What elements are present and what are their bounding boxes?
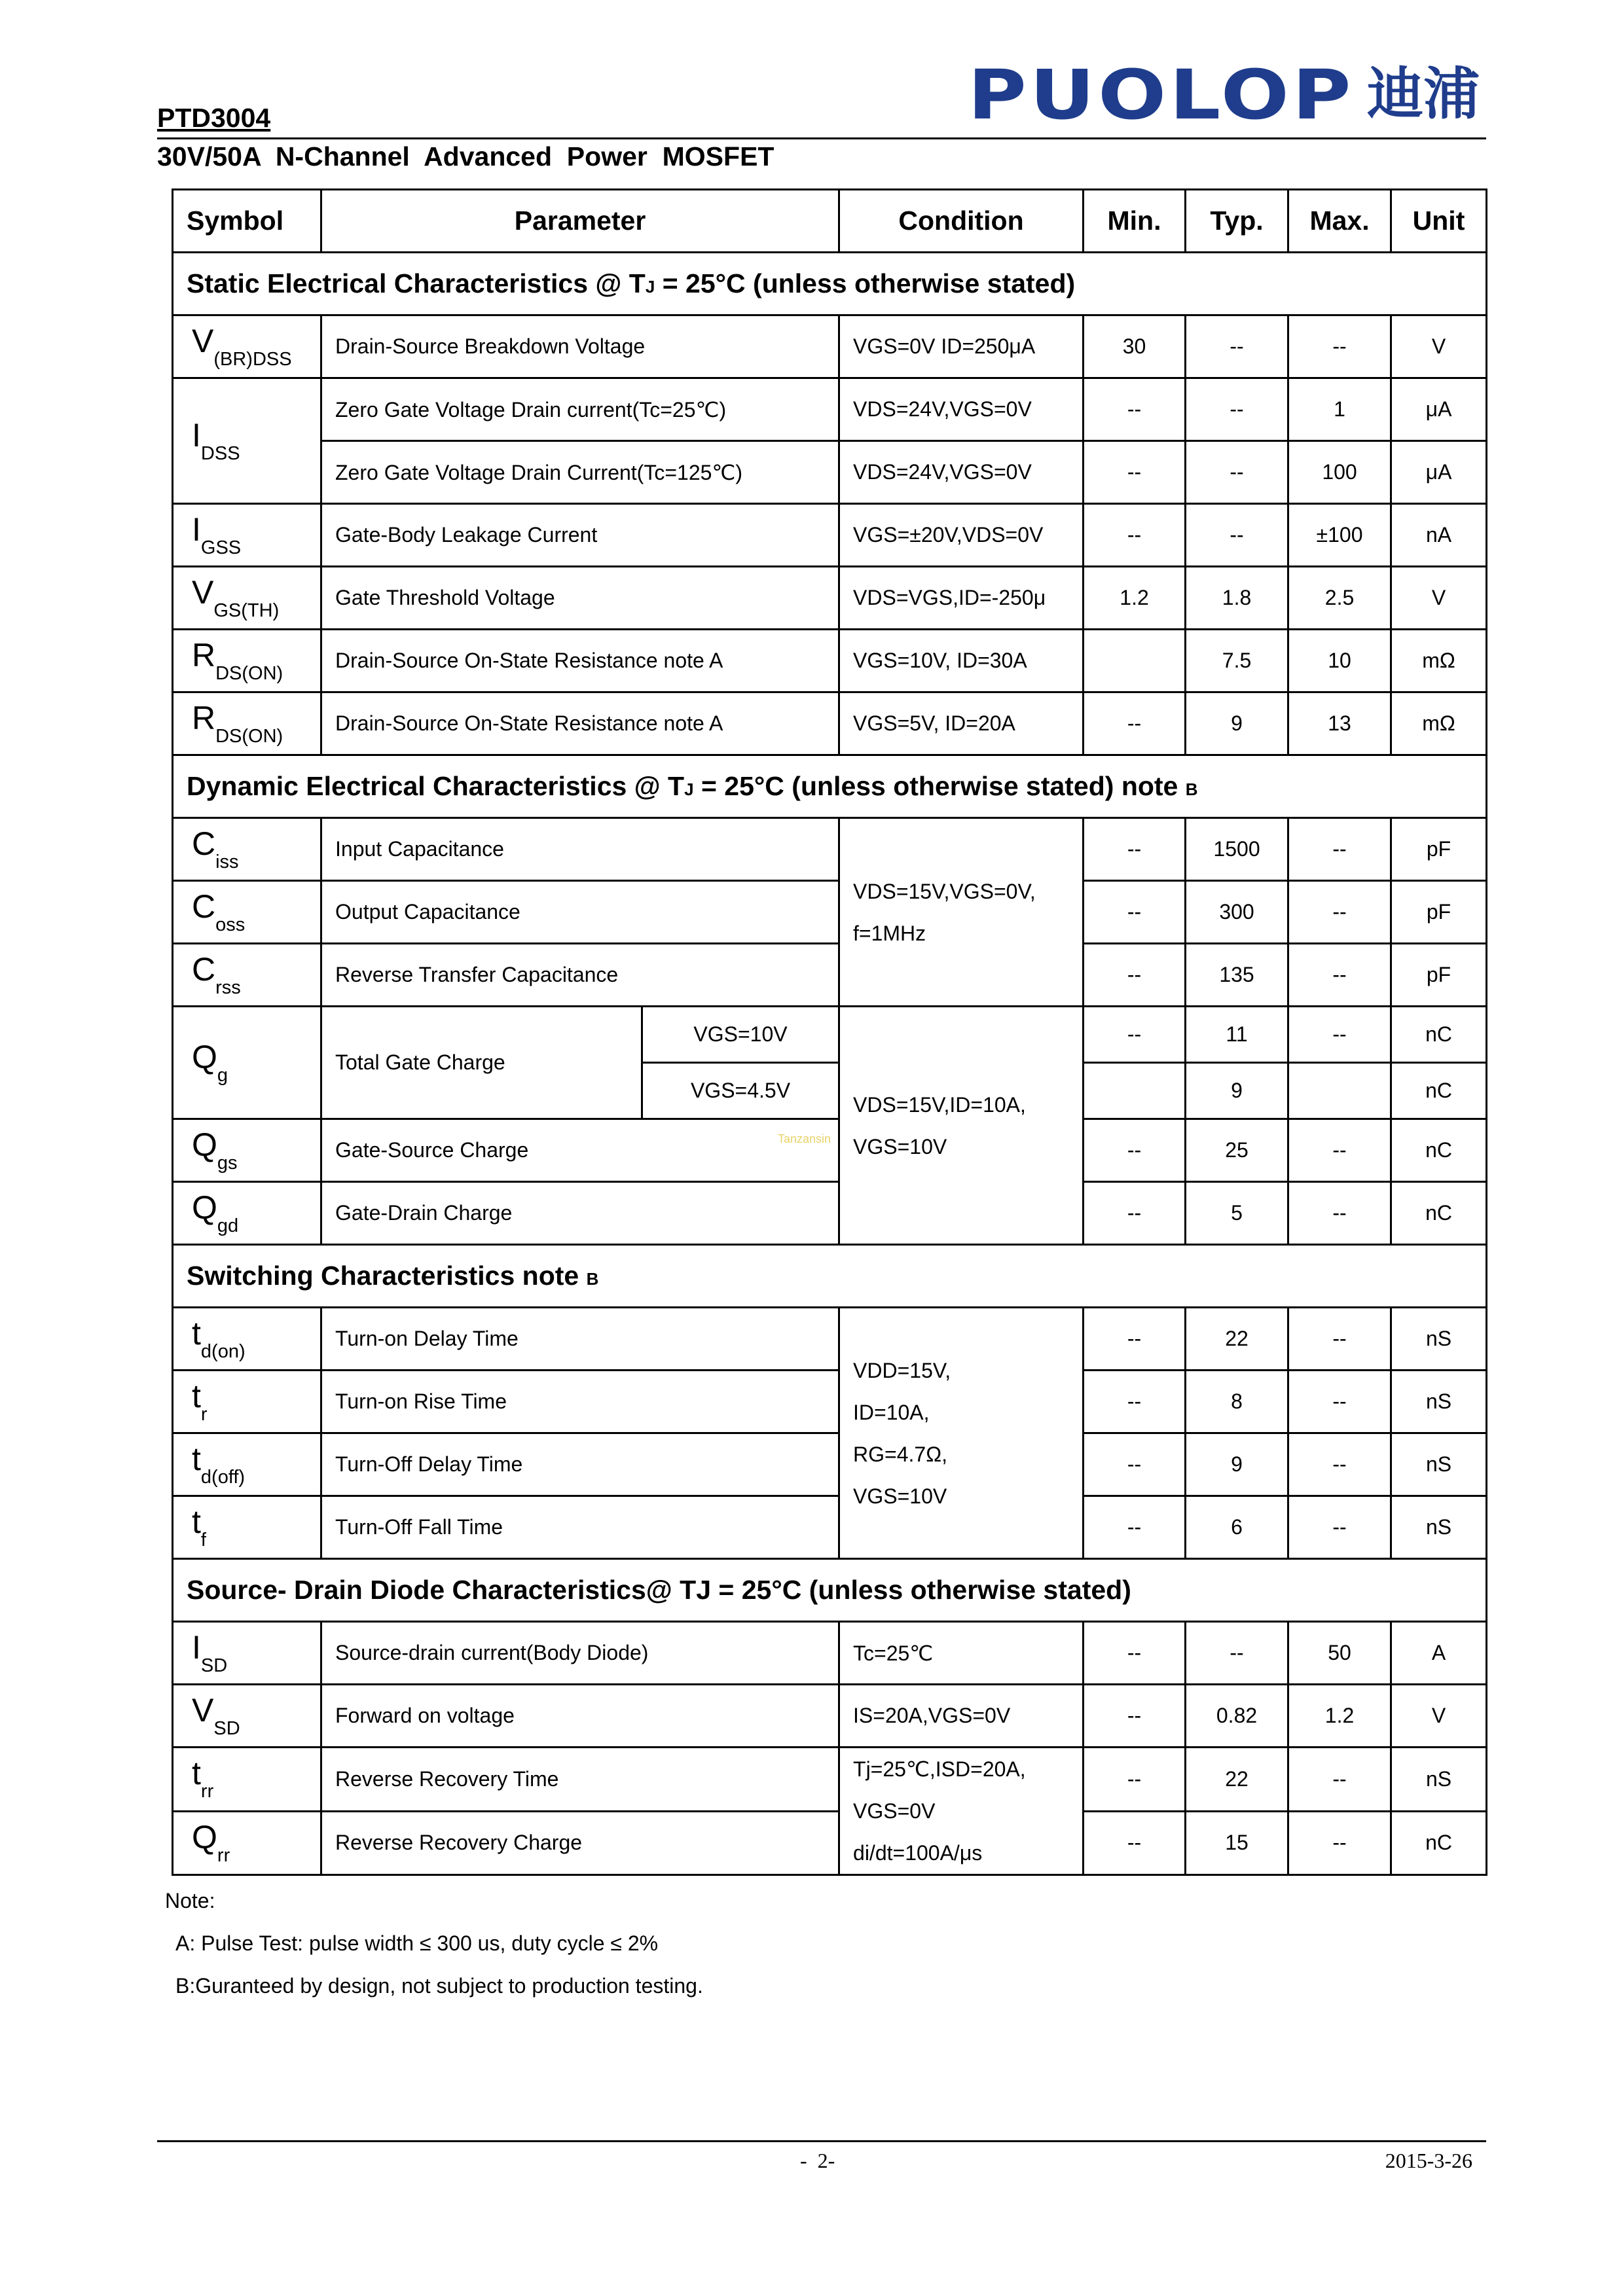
- symbol-cell: $V_{GS(TH)}$: [173, 567, 321, 630]
- max-cell: --: [1288, 1007, 1391, 1063]
- max-cell: 2.5: [1288, 567, 1391, 630]
- vgs-subcondition-cell: VGS=10V: [642, 1007, 839, 1063]
- typ-cell: 1500: [1186, 818, 1288, 881]
- symbol-cell: $t_{d(off)}$: [173, 1433, 321, 1496]
- unit-cell: nC: [1391, 1007, 1487, 1063]
- unit-cell: nS: [1391, 1748, 1487, 1812]
- unit-cell: pF: [1391, 881, 1487, 944]
- max-cell: 100: [1288, 441, 1391, 504]
- parameter-cell: Drain-Source On-State Resistance note A: [321, 692, 839, 755]
- brand-logo-cjk: 迪浦: [1367, 62, 1480, 127]
- min-cell: --: [1084, 1371, 1186, 1433]
- table-row-vsd: [173, 1685, 1487, 1748]
- parameter-cell: Zero Gate Voltage Drain Current(Tc=125℃): [321, 441, 839, 504]
- max-cell: --: [1288, 944, 1391, 1007]
- max-cell: 50: [1288, 1622, 1391, 1685]
- min-cell: [1084, 1063, 1186, 1119]
- symbol-cell: $t_{d(on)}$: [173, 1308, 321, 1371]
- part-number: PTD3004: [157, 103, 271, 133]
- parameter-cell: Drain-Source Breakdown Voltage: [321, 315, 839, 378]
- section-title-static: Static Electrical Characteristics @ TJ = 25°C (unless otherwise stated): [173, 253, 1487, 315]
- max-cell: [1288, 1063, 1391, 1119]
- table-row-igss: [173, 504, 1487, 567]
- table-row-crss: [173, 944, 1487, 1007]
- typ-cell: 8: [1186, 1371, 1288, 1433]
- typ-cell: 300: [1186, 881, 1288, 944]
- typ-cell: 11: [1186, 1007, 1288, 1063]
- min-cell: 30: [1084, 315, 1186, 378]
- typ-cell: 22: [1186, 1748, 1288, 1812]
- condition-cell: VDS=VGS,ID=-250μ: [839, 567, 1084, 630]
- unit-cell: nS: [1391, 1371, 1487, 1433]
- condition-cell: Tc=25℃: [839, 1622, 1084, 1685]
- min-cell: --: [1084, 1007, 1186, 1063]
- min-cell: --: [1084, 1496, 1186, 1559]
- parameter-cell: Total Gate Charge: [321, 1007, 642, 1119]
- parameter-cell: Turn-Off Fall Time: [321, 1496, 839, 1559]
- col-header-condition: Condition: [839, 190, 1084, 253]
- unit-cell: nS: [1391, 1433, 1487, 1496]
- condition-cell: VGS=0V ID=250μA: [839, 315, 1084, 378]
- note-b: B:Guranteed by design, not subject to production testing.: [175, 1974, 703, 1998]
- parameter-cell: Zero Gate Voltage Drain current(Tc=25℃): [321, 378, 839, 441]
- condition-cell: VGS=±20V,VDS=0V: [839, 504, 1084, 567]
- table-row-coss: [173, 881, 1487, 944]
- table-row-rdson-10v: [173, 630, 1487, 692]
- symbol-cell: $Q_g$: [173, 1007, 321, 1119]
- min-cell: --: [1084, 378, 1186, 441]
- max-cell: --: [1288, 881, 1391, 944]
- parameter-cell: Reverse Transfer Capacitance: [321, 944, 839, 1007]
- brand-logo-wordmark: PUOLOP: [968, 55, 1355, 135]
- table-row-trr: [173, 1748, 1487, 1812]
- min-cell: --: [1084, 692, 1186, 755]
- parameter-cell: Drain-Source On-State Resistance note A: [321, 630, 839, 692]
- note-a: A: Pulse Test: pulse width ≤ 300 us, duty cycle ≤ 2%: [175, 1931, 659, 1955]
- col-header-max: Max.: [1288, 190, 1391, 253]
- parameter-cell: Input Capacitance: [321, 818, 839, 881]
- max-cell: 13: [1288, 692, 1391, 755]
- typ-cell: 15: [1186, 1811, 1288, 1875]
- min-cell: --: [1084, 1433, 1186, 1496]
- unit-cell: V: [1391, 567, 1487, 630]
- parameter-cell: Turn-on Delay Time: [321, 1308, 839, 1371]
- symbol-cell: $V_{(BR)DSS}$: [173, 315, 321, 378]
- max-cell: --: [1288, 1119, 1391, 1182]
- symbol-cell: $V_{SD}$: [173, 1685, 321, 1748]
- vgs-subcondition-cell: VGS=4.5V: [642, 1063, 839, 1119]
- table-row-qgd: [173, 1182, 1487, 1245]
- condition-cell: VGS=10V, ID=30A: [839, 630, 1084, 692]
- symbol-cell: $t_{rr}$: [173, 1748, 321, 1812]
- parameter-cell: Gate-Source Charge: [321, 1119, 839, 1182]
- symbol-cell: $R_{DS(ON)}$: [173, 692, 321, 755]
- parameter-cell: Reverse Recovery Charge: [321, 1811, 839, 1875]
- unit-cell: μA: [1391, 441, 1487, 504]
- max-cell: 1.2: [1288, 1685, 1391, 1748]
- condition-cell-gate-charge: VDS=15V,ID=10A, VGS=10V: [839, 1007, 1084, 1245]
- table-row-rdson-5v: [173, 692, 1487, 755]
- min-cell: --: [1084, 944, 1186, 1007]
- section-title-diode: Source- Drain Diode Characteristics@ TJ = 25°C (unless otherwise stated): [173, 1559, 1487, 1622]
- symbol-cell: $Q_{rr}$: [173, 1811, 321, 1875]
- symbol-cell: $I_{SD}$: [173, 1622, 321, 1685]
- table-row-vgsth: [173, 567, 1487, 630]
- table-row-idss-25c: [173, 378, 1487, 441]
- max-cell: 10: [1288, 630, 1391, 692]
- unit-cell: mΩ: [1391, 692, 1487, 755]
- col-header-symbol: Symbol: [173, 190, 321, 253]
- min-cell: --: [1084, 1308, 1186, 1371]
- parameter-cell: Forward on voltage: [321, 1685, 839, 1748]
- min-cell: --: [1084, 504, 1186, 567]
- col-header-min: Min.: [1084, 190, 1186, 253]
- min-cell: --: [1084, 1182, 1186, 1245]
- typ-cell: 25: [1186, 1119, 1288, 1182]
- table-row-tdon: [173, 1308, 1487, 1371]
- section-row-dynamic: [173, 755, 1487, 818]
- min-cell: [1084, 630, 1186, 692]
- max-cell: --: [1288, 818, 1391, 881]
- symbol-cell: $R_{DS(ON)}$: [173, 630, 321, 692]
- typ-cell: 0.82: [1186, 1685, 1288, 1748]
- min-cell: --: [1084, 1748, 1186, 1812]
- min-cell: --: [1084, 1811, 1186, 1875]
- table-row-qg-10v: [173, 1007, 1487, 1063]
- symbol-cell: $I_{GSS}$: [173, 504, 321, 567]
- max-cell: ±100: [1288, 504, 1391, 567]
- min-cell: --: [1084, 1622, 1186, 1685]
- min-cell: 1.2: [1084, 567, 1186, 630]
- max-cell: 1: [1288, 378, 1391, 441]
- table-row-tf: [173, 1496, 1487, 1559]
- condition-cell: VDS=24V,VGS=0V: [839, 441, 1084, 504]
- table-row-idss-125c: [173, 441, 1487, 504]
- header-rule: [157, 137, 1486, 139]
- condition-cell-recovery: Tj=25℃,ISD=20A, VGS=0V di/dt=100A/μs: [839, 1748, 1084, 1875]
- symbol-cell: $C_{oss}$: [173, 881, 321, 944]
- condition-cell: VDS=24V,VGS=0V: [839, 378, 1084, 441]
- unit-cell: pF: [1391, 818, 1487, 881]
- parameter-cell: Gate-Body Leakage Current: [321, 504, 839, 567]
- unit-cell: pF: [1391, 944, 1487, 1007]
- condition-cell: IS=20A,VGS=0V: [839, 1685, 1084, 1748]
- max-cell: --: [1288, 1811, 1391, 1875]
- table-row-tdoff: [173, 1433, 1487, 1496]
- min-cell: --: [1084, 881, 1186, 944]
- section-title-dynamic: Dynamic Electrical Characteristics @ TJ = 25°C (unless otherwise stated) note B: [173, 755, 1487, 818]
- condition-cell-switching: VDD=15V, ID=10A, RG=4.7Ω, VGS=10V: [839, 1308, 1084, 1559]
- col-header-parameter: Parameter: [321, 190, 839, 253]
- unit-cell: nC: [1391, 1063, 1487, 1119]
- typ-cell: 9: [1186, 1063, 1288, 1119]
- table-row-qgs: [173, 1119, 1487, 1182]
- unit-cell: V: [1391, 1685, 1487, 1748]
- max-cell: --: [1288, 315, 1391, 378]
- parameter-cell: Turn-Off Delay Time: [321, 1433, 839, 1496]
- symbol-cell: $t_f$: [173, 1496, 321, 1559]
- symbol-cell: $C_{iss}$: [173, 818, 321, 881]
- condition-cell-capacitance: VDS=15V,VGS=0V, f=1MHz: [839, 818, 1084, 1007]
- min-cell: --: [1084, 1119, 1186, 1182]
- symbol-cell: $Q_{gs}$: [173, 1119, 321, 1182]
- typ-cell: 5: [1186, 1182, 1288, 1245]
- max-cell: --: [1288, 1371, 1391, 1433]
- document-subtitle: 30V/50A N-Channel Advanced Power MOSFET: [157, 141, 775, 171]
- table-row-bvdss: [173, 315, 1487, 378]
- unit-cell: mΩ: [1391, 630, 1487, 692]
- typ-cell: --: [1186, 504, 1288, 567]
- typ-cell: 7.5: [1186, 630, 1288, 692]
- unit-cell: A: [1391, 1622, 1487, 1685]
- unit-cell: nC: [1391, 1811, 1487, 1875]
- table-header-row: [173, 190, 1487, 253]
- max-cell: --: [1288, 1182, 1391, 1245]
- page-number: - 2-: [800, 2149, 835, 2172]
- min-cell: --: [1084, 441, 1186, 504]
- typ-cell: --: [1186, 441, 1288, 504]
- col-header-unit: Unit: [1391, 190, 1487, 253]
- typ-cell: 135: [1186, 944, 1288, 1007]
- parameter-cell: Source-drain current(Body Diode): [321, 1622, 839, 1685]
- brand-logo: [968, 55, 1491, 135]
- unit-cell: μA: [1391, 378, 1487, 441]
- typ-cell: 1.8: [1186, 567, 1288, 630]
- typ-cell: 22: [1186, 1308, 1288, 1371]
- symbol-cell: $I_{DSS}$: [173, 378, 321, 504]
- section-row-diode: [173, 1559, 1487, 1622]
- section-row-static: [173, 253, 1487, 315]
- parameter-cell: Gate-Drain Charge: [321, 1182, 839, 1245]
- symbol-cell: $C_{rss}$: [173, 944, 321, 1007]
- table-row-isd: [173, 1622, 1487, 1685]
- symbol-cell: $Q_{gd}$: [173, 1182, 321, 1245]
- col-header-typ: Typ.: [1186, 190, 1288, 253]
- table-row-qrr: [173, 1811, 1487, 1875]
- unit-cell: nC: [1391, 1182, 1487, 1245]
- max-cell: --: [1288, 1496, 1391, 1559]
- section-title-switching: Switching Characteristics note B: [173, 1245, 1487, 1308]
- min-cell: --: [1084, 1685, 1186, 1748]
- condition-cell: VGS=5V, ID=20A: [839, 692, 1084, 755]
- parameter-cell: Gate Threshold Voltage: [321, 567, 839, 630]
- symbol-cell: $t_r$: [173, 1371, 321, 1433]
- typ-cell: 9: [1186, 692, 1288, 755]
- typ-cell: 6: [1186, 1496, 1288, 1559]
- max-cell: --: [1288, 1308, 1391, 1371]
- parameter-cell: Turn-on Rise Time: [321, 1371, 839, 1433]
- watermark-text: Tanzansin: [778, 1132, 831, 1145]
- notes-title: Note:: [165, 1889, 215, 1912]
- min-cell: --: [1084, 818, 1186, 881]
- notes-block: [165, 1880, 703, 2007]
- electrical-characteristics-table: [172, 188, 1487, 1876]
- footer-rule: [157, 2140, 1486, 2142]
- typ-cell: --: [1186, 1622, 1288, 1685]
- parameter-cell: Reverse Recovery Time: [321, 1748, 839, 1812]
- section-row-switching: [173, 1245, 1487, 1308]
- parameter-cell: Output Capacitance: [321, 881, 839, 944]
- unit-cell: nC: [1391, 1119, 1487, 1182]
- max-cell: --: [1288, 1748, 1391, 1812]
- unit-cell: nS: [1391, 1308, 1487, 1371]
- typ-cell: 9: [1186, 1433, 1288, 1496]
- table-row-tr: [173, 1371, 1487, 1433]
- max-cell: --: [1288, 1433, 1391, 1496]
- unit-cell: V: [1391, 315, 1487, 378]
- typ-cell: --: [1186, 378, 1288, 441]
- typ-cell: --: [1186, 315, 1288, 378]
- document-date: 2015-3-26: [1385, 2149, 1472, 2172]
- table-row-ciss: [173, 818, 1487, 881]
- unit-cell: nA: [1391, 504, 1487, 567]
- unit-cell: nS: [1391, 1496, 1487, 1559]
